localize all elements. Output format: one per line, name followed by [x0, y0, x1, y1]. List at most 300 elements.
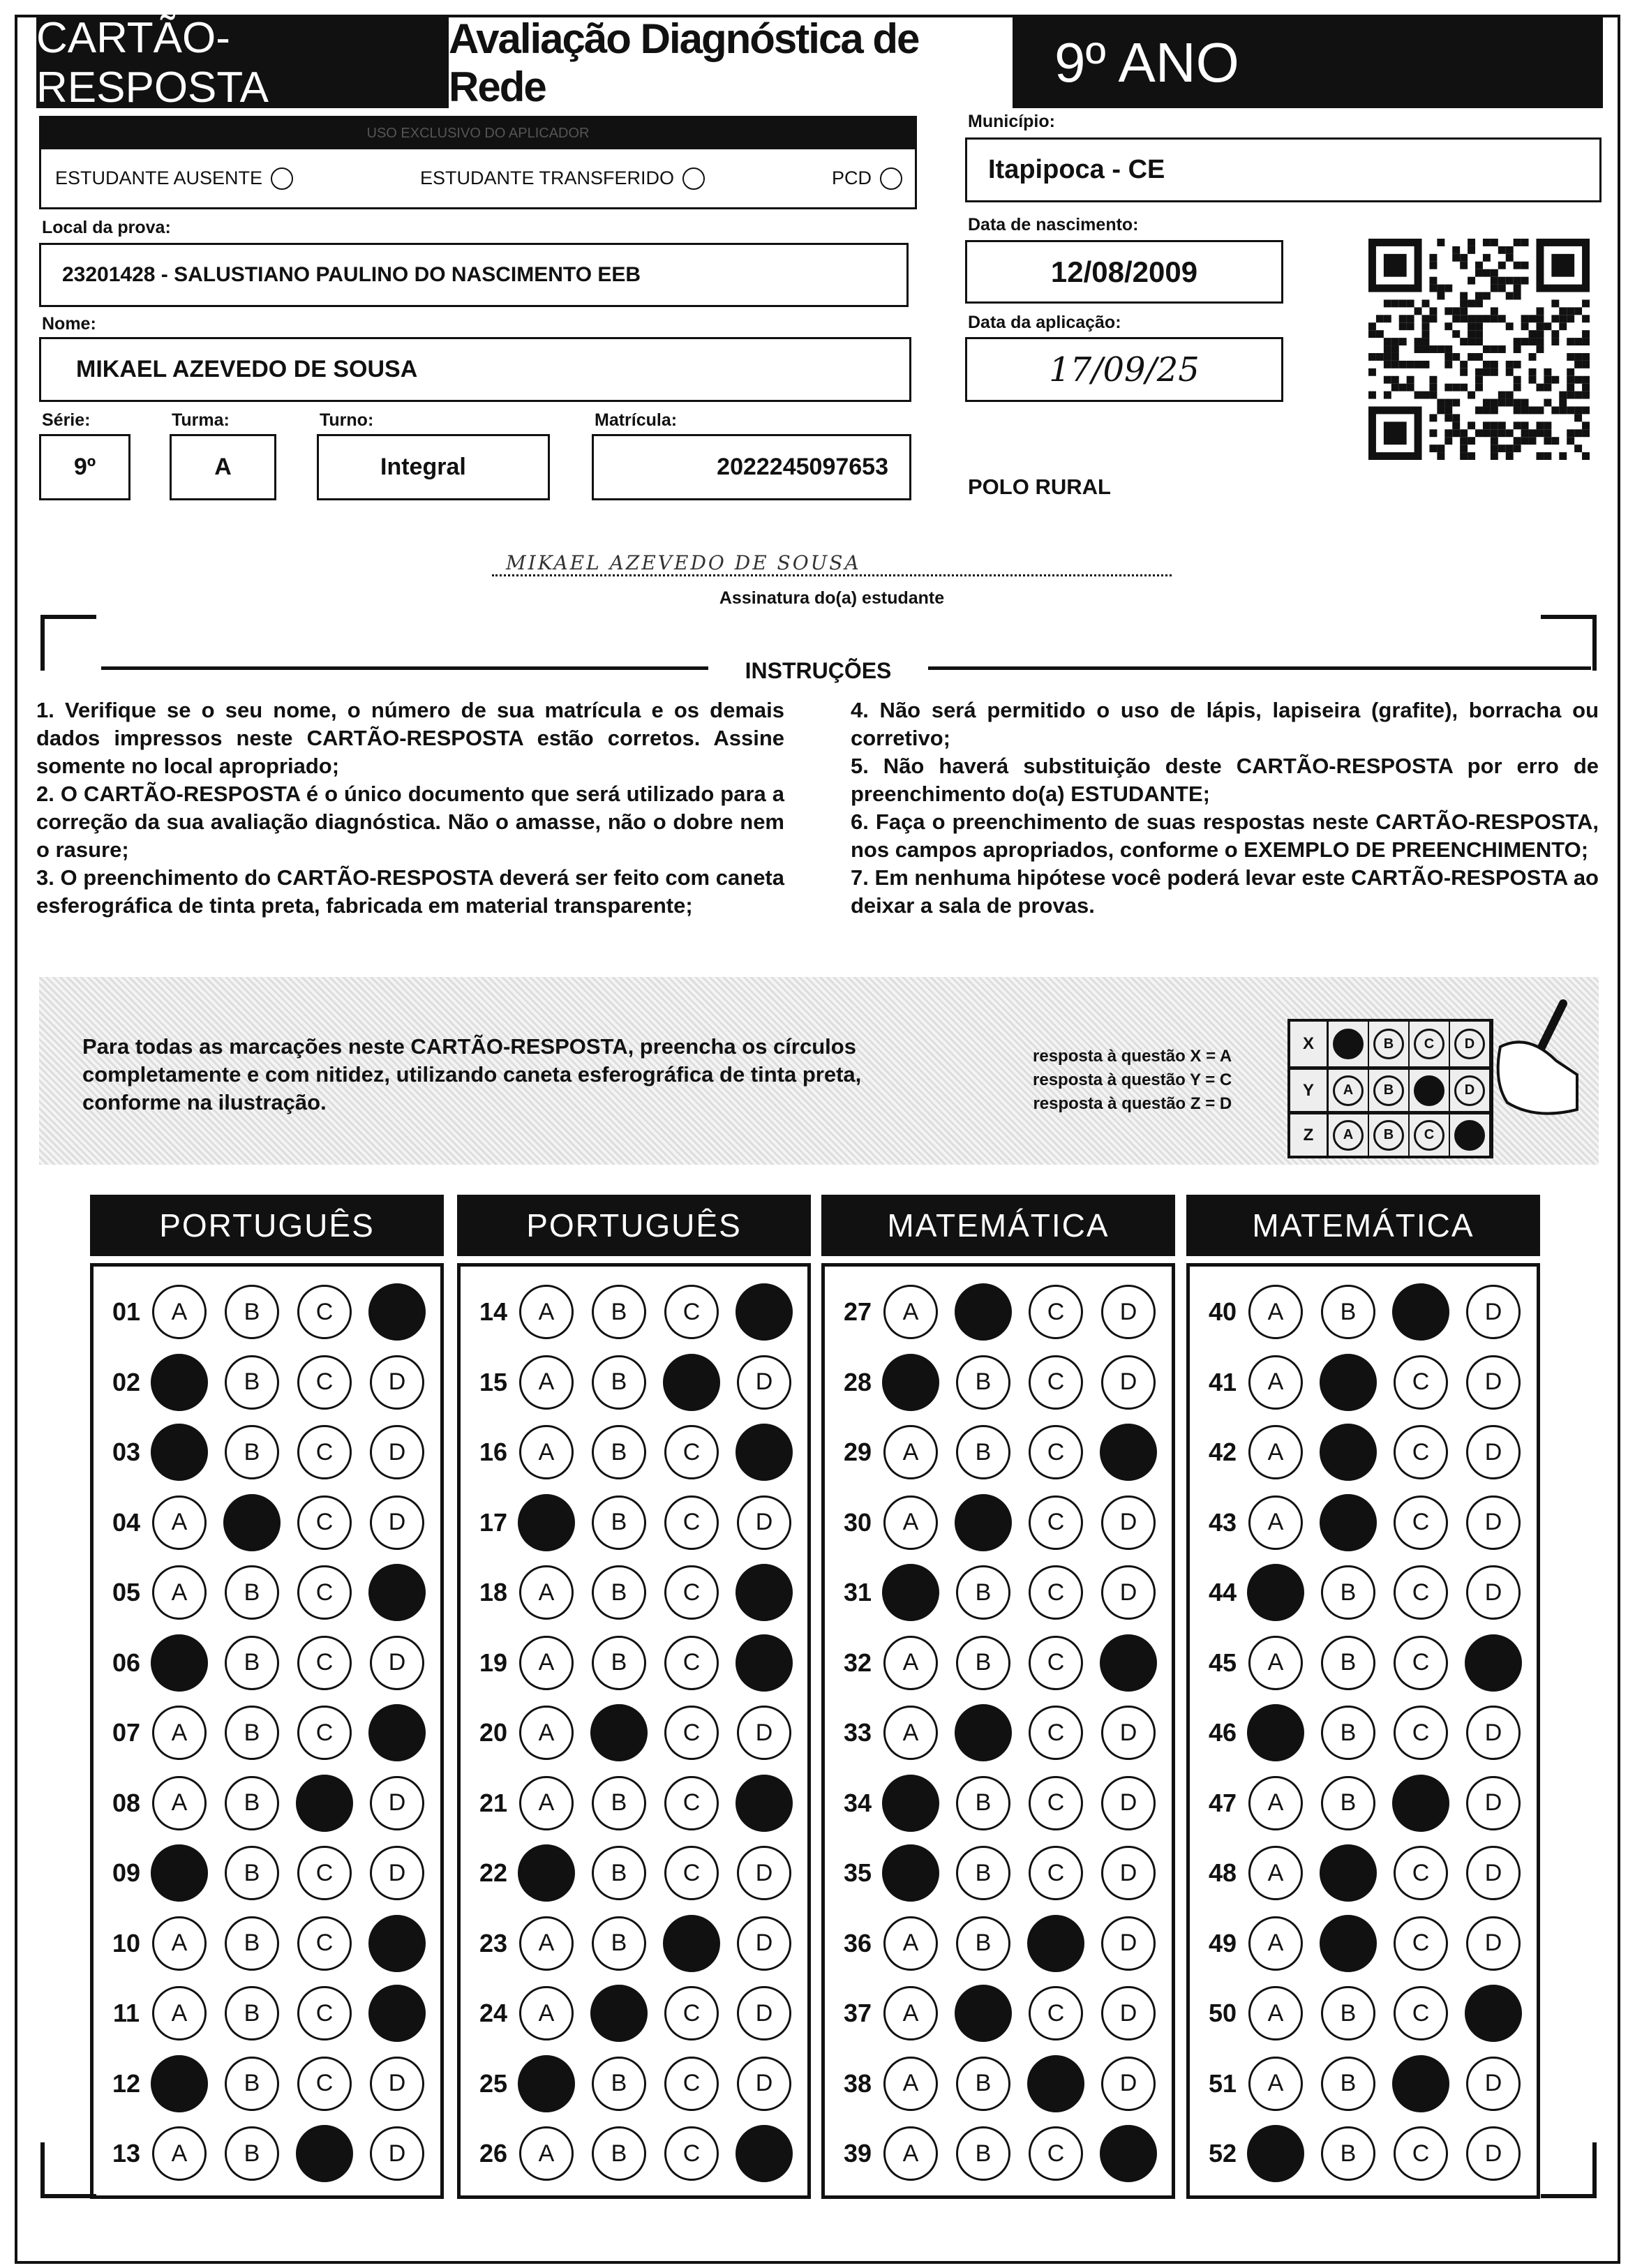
answer-bubble[interactable]: D [1466, 2126, 1521, 2181]
question-number: 46 [1208, 1718, 1237, 1747]
question-number: 39 [843, 2139, 872, 2168]
answer-bubble[interactable]: A [1248, 1285, 1303, 1339]
answer-bubble[interactable]: C [297, 1565, 352, 1620]
answer-bubble-filled[interactable] [1027, 2055, 1084, 2112]
answer-bubble[interactable]: A [519, 1706, 574, 1760]
answer-bubble[interactable]: B [592, 2126, 646, 2181]
question-number: 10 [112, 1928, 141, 1957]
answer-bubble[interactable]: A [1248, 1425, 1303, 1479]
answer-bubble[interactable]: B [592, 1425, 646, 1479]
answer-bubble[interactable]: A [519, 1916, 574, 1971]
answer-bubble[interactable]: B [1321, 1636, 1375, 1690]
answer-bubble-filled[interactable] [736, 1424, 793, 1481]
question-number: 23 [479, 1928, 508, 1957]
answer-bubble[interactable]: B [1321, 1776, 1375, 1830]
answer-bubble[interactable]: C [664, 1986, 719, 2041]
answer-bubble[interactable]: A [883, 1636, 938, 1690]
serie-field: 9º [39, 434, 130, 500]
answer-bubble-filled[interactable] [1465, 1985, 1522, 2042]
question-number: 16 [479, 1438, 508, 1466]
question-number: 49 [1208, 1928, 1237, 1957]
hand-pen-icon [1479, 998, 1584, 1137]
answer-bubble[interactable]: C [297, 1425, 352, 1479]
answer-bubble[interactable]: C [1394, 1355, 1448, 1410]
question-number: 47 [1208, 1788, 1237, 1817]
answer-bubble[interactable]: B [225, 1846, 279, 1900]
question-number: 45 [1208, 1648, 1237, 1677]
answer-bubble[interactable]: B [592, 1636, 646, 1690]
question-number: 33 [843, 1718, 872, 1747]
answer-bubble[interactable]: C [1394, 1706, 1448, 1760]
answer-bubble-filled[interactable] [955, 1704, 1012, 1761]
answer-bubble-filled[interactable] [1100, 1634, 1157, 1692]
answer-bubble-filled[interactable] [1247, 1704, 1304, 1761]
question-number: 02 [112, 1367, 141, 1396]
nome-field: MIKAEL AZEVEDO DE SOUSA [39, 337, 911, 402]
answer-bubble[interactable]: A [883, 1425, 938, 1479]
answer-bubble[interactable]: D [1466, 1355, 1521, 1410]
answer-bubble-filled[interactable] [151, 2055, 208, 2112]
municipio-label: Município: [968, 112, 1055, 131]
answer-bubble[interactable]: C [664, 1636, 719, 1690]
answer-bubble[interactable]: D [1466, 2057, 1521, 2111]
answer-bubble-filled[interactable] [955, 1494, 1012, 1551]
answer-bubble[interactable]: C [297, 1285, 352, 1339]
answer-bubble-filled[interactable] [882, 1354, 939, 1411]
answer-bubble-filled[interactable] [151, 1634, 208, 1692]
answer-bubble[interactable]: B [1321, 2057, 1375, 2111]
answer-bubble[interactable]: C [664, 1285, 719, 1339]
answer-bubble[interactable]: B [956, 1636, 1010, 1690]
answer-bubble[interactable]: C [297, 1355, 352, 1410]
question-number: 06 [112, 1648, 141, 1677]
answer-bubble[interactable]: D [370, 1355, 424, 1410]
answer-bubble[interactable]: B [225, 2126, 279, 2181]
question-number: 38 [843, 2068, 872, 2098]
answer-bubble[interactable]: C [1394, 1916, 1448, 1971]
question-number: 35 [843, 1858, 872, 1887]
question-number: 42 [1208, 1438, 1237, 1466]
answer-bubble[interactable]: A [519, 1565, 574, 1620]
signature-caption: Assinatura do(a) estudante [719, 588, 945, 608]
answer-bubble[interactable]: D [1466, 1706, 1521, 1760]
answer-bubble[interactable]: D [1466, 1916, 1521, 1971]
example-bubble [1414, 1075, 1444, 1106]
answer-bubble-filled[interactable] [151, 1844, 208, 1902]
answer-bubble[interactable]: D [1466, 1565, 1521, 1620]
example-bubble: A [1333, 1075, 1364, 1106]
answer-bubble-filled[interactable] [882, 1564, 939, 1621]
nascimento-label: Data de nascimento: [968, 215, 1139, 234]
example-bubble: B [1373, 1075, 1404, 1106]
corner-mark [1541, 2142, 1597, 2198]
answer-bubble[interactable]: D [370, 1495, 424, 1550]
answer-bubble[interactable]: C [1029, 1285, 1083, 1339]
answer-bubble[interactable]: A [1248, 1776, 1303, 1830]
answer-bubble[interactable]: A [883, 2057, 938, 2111]
question-number: 43 [1208, 1507, 1237, 1537]
answer-bubble-filled[interactable] [223, 1494, 281, 1551]
answer-bubble-filled[interactable] [590, 1704, 648, 1761]
answer-bubble[interactable]: C [1029, 2126, 1083, 2181]
answer-bubble[interactable]: C [664, 1495, 719, 1550]
turma-field: A [170, 434, 276, 500]
answer-bubble[interactable]: C [1394, 1565, 1448, 1620]
answer-bubble-filled[interactable] [1320, 1915, 1377, 1972]
answer-bubble[interactable]: D [737, 1846, 791, 1900]
answer-bubble[interactable]: A [1248, 2057, 1303, 2111]
answer-bubble[interactable]: D [370, 1425, 424, 1479]
answer-bubble[interactable]: B [592, 1495, 646, 1550]
answer-bubble[interactable]: A [1248, 1355, 1303, 1410]
card-title: CARTÃO-RESPOSTA [36, 17, 449, 108]
answer-bubble[interactable]: B [225, 1776, 279, 1830]
answer-bubble-filled[interactable] [663, 1915, 720, 1972]
serie-label: Série: [42, 410, 91, 430]
answer-bubble[interactable]: C [297, 1636, 352, 1690]
answer-bubble-filled[interactable] [1247, 2125, 1304, 2182]
answer-bubble-filled[interactable] [1392, 2055, 1449, 2112]
answer-bubble-filled[interactable] [1320, 1354, 1377, 1411]
aplicacao-field: 17/09/25 [965, 337, 1283, 402]
answer-bubble[interactable]: D [1101, 1706, 1156, 1760]
answer-bubble[interactable]: C [1394, 1846, 1448, 1900]
answer-bubble-filled[interactable] [1100, 2125, 1157, 2182]
answer-bubble[interactable]: C [664, 2057, 719, 2111]
aplicacao-label: Data da aplicação: [968, 313, 1121, 332]
answer-bubble[interactable]: A [519, 1986, 574, 2041]
answer-bubble-filled[interactable] [882, 1844, 939, 1902]
question-number: 29 [843, 1438, 872, 1466]
answer-bubble[interactable]: C [297, 1986, 352, 2041]
answer-bubble[interactable]: A [1248, 1636, 1303, 1690]
answer-bubble[interactable]: B [956, 1565, 1010, 1620]
answer-bubble-filled[interactable] [368, 1915, 426, 1972]
answer-bubble[interactable]: C [297, 1916, 352, 1971]
example-bubble [1333, 1029, 1364, 1059]
answer-bubble[interactable]: C [1029, 1986, 1083, 2041]
answer-bubble[interactable]: D [1466, 1495, 1521, 1550]
answer-bubble[interactable]: A [519, 2126, 574, 2181]
answer-bubble-filled[interactable] [736, 1775, 793, 1832]
answer-bubble-filled[interactable] [663, 1354, 720, 1411]
answer-bubble[interactable]: C [664, 2126, 719, 2181]
answer-bubble[interactable]: B [956, 2126, 1010, 2181]
answer-bubble-filled[interactable] [736, 2125, 793, 2182]
polo-label: POLO RURAL [968, 475, 1111, 499]
answer-bubble-filled[interactable] [1027, 1915, 1084, 1972]
answer-bubble[interactable]: B [592, 1846, 646, 1900]
transferred-bubble[interactable] [682, 167, 705, 190]
question-number: 36 [843, 1928, 872, 1957]
answer-bubble-filled[interactable] [590, 1985, 648, 2042]
answer-bubble[interactable]: C [1029, 1425, 1083, 1479]
answer-bubble-filled[interactable] [1392, 1775, 1449, 1832]
section-header: PORTUGUÊS [90, 1195, 444, 1256]
answer-bubble[interactable]: D [370, 1846, 424, 1900]
answer-bubble[interactable]: B [956, 1425, 1010, 1479]
divider [928, 666, 1591, 670]
example-bubble: D [1454, 1029, 1485, 1059]
answer-bubble[interactable]: C [1029, 1565, 1083, 1620]
answer-bubble-filled[interactable] [296, 2125, 353, 2182]
answer-bubble-filled[interactable] [1100, 1424, 1157, 1481]
municipio-field: Itapipoca - CE [965, 137, 1602, 202]
instructions-right: 4. Não será permitido o uso de lápis, lapiseira (grafite), borracha ou corretivo; 5. Não haverá substituição deste CARTÃO-RESPOSTA por erro de preenchimento do(a) ESTUDANTE; 6. Faça o preenchimento de suas respostas neste CARTÃO-RESPOSTA, nos campos apropriados, conforme o EXEMPLO DE PREENCHIMENTO; 7. Em nenhuma hipótese você poderá levar este CARTÃO-RESPOSTA ao deixar a sala de provas. [851, 698, 1599, 918]
answer-bubble[interactable]: C [1394, 1986, 1448, 2041]
question-number: 31 [843, 1578, 872, 1606]
corner-mark [1541, 615, 1597, 671]
answer-bubble[interactable]: D [737, 1986, 791, 2041]
answer-bubble[interactable]: B [225, 1565, 279, 1620]
answer-bubble[interactable]: C [1394, 2126, 1448, 2181]
answer-bubble[interactable]: A [883, 2126, 938, 2181]
answer-bubble[interactable]: D [370, 2126, 424, 2181]
answer-bubble[interactable]: A [152, 1776, 207, 1830]
answer-bubble[interactable]: A [519, 1285, 574, 1339]
answer-bubble[interactable]: D [1101, 2057, 1156, 2111]
question-number: 44 [1208, 1578, 1237, 1606]
answer-bubble[interactable]: D [1101, 1916, 1156, 1971]
answer-bubble-filled[interactable] [296, 1775, 353, 1832]
answer-bubble[interactable]: C [297, 1706, 352, 1760]
answer-bubble-filled[interactable] [736, 1564, 793, 1621]
example-bubble: B [1373, 1120, 1404, 1151]
question-number: 22 [479, 1858, 508, 1887]
answer-bubble[interactable]: A [152, 1986, 207, 2041]
answer-bubble[interactable]: A [1248, 1916, 1303, 1971]
example-row [1290, 1066, 1491, 1111]
answer-bubble-filled[interactable] [368, 1564, 426, 1621]
instructions-title: INSTRUÇÕES [745, 658, 892, 683]
answer-bubble-filled[interactable] [151, 1354, 208, 1411]
answer-bubble[interactable]: B [956, 1776, 1010, 1830]
absent-option[interactable]: ESTUDANTE AUSENTE [55, 167, 293, 191]
example-bubble: C [1414, 1120, 1444, 1151]
answer-bubble[interactable]: A [883, 1916, 938, 1971]
answer-bubble[interactable]: C [1029, 1636, 1083, 1690]
answer-bubble[interactable]: A [883, 1285, 938, 1339]
answer-bubble[interactable]: D [1101, 1846, 1156, 1900]
answer-bubble[interactable]: C [664, 1425, 719, 1479]
answer-bubble-filled[interactable] [955, 1283, 1012, 1341]
answer-bubble[interactable]: D [1101, 1986, 1156, 2041]
matricula-label: Matrícula: [595, 410, 678, 430]
answer-bubble[interactable]: C [297, 2057, 352, 2111]
answer-bubble[interactable]: C [1029, 1846, 1083, 1900]
answer-bubble[interactable]: C [664, 1846, 719, 1900]
answer-bubble[interactable]: B [956, 2057, 1010, 2111]
answer-bubble[interactable]: A [883, 1495, 938, 1550]
answer-bubble[interactable]: D [1466, 1425, 1521, 1479]
instructions-left: 1. Verifique se o seu nome, o número de sua matrícula e os demais dados impressos neste CARTÃO-RESPOSTA estão corretos. Assine somente no local apropriado; 2. O CARTÃO-RESPOSTA é o único documento que será utilizado para a correção da sua avaliação diagnóstica. Não o amasse, não o dobre nem o rasure; 3. O preenchimento do CARTÃO-RESPOSTA deverá ser feito com caneta esferográfica de tinta preta, fabricada em material transparente; [36, 698, 784, 918]
answer-bubble[interactable]: A [519, 1425, 574, 1479]
question-number: 51 [1208, 2068, 1237, 2098]
answer-bubble[interactable]: A [519, 1776, 574, 1830]
answer-bubble[interactable]: A [883, 1706, 938, 1760]
question-number: 17 [479, 1507, 508, 1537]
answer-bubble[interactable]: C [1394, 1495, 1448, 1550]
answer-bubble[interactable]: C [1029, 1706, 1083, 1760]
answer-bubble[interactable]: C [664, 1565, 719, 1620]
answer-bubble-filled[interactable] [368, 1985, 426, 2042]
answer-bubble[interactable]: B [956, 1916, 1010, 1971]
question-number: 18 [479, 1578, 508, 1606]
answer-bubble[interactable]: A [1248, 1495, 1303, 1550]
answer-bubble[interactable]: C [664, 1776, 719, 1830]
answer-bubble[interactable]: A [1248, 1986, 1303, 2041]
answer-bubble[interactable]: A [883, 1986, 938, 2041]
transferred-option[interactable]: ESTUDANTE TRANSFERIDO [420, 167, 705, 191]
answer-bubble-filled[interactable] [1392, 1283, 1449, 1341]
answer-bubble-filled[interactable] [518, 1844, 575, 1902]
answer-bubble[interactable]: B [1321, 2126, 1375, 2181]
answer-bubble[interactable]: B [225, 1355, 279, 1410]
answer-bubble[interactable]: A [152, 1916, 207, 1971]
turno-label: Turno: [320, 410, 374, 430]
answer-bubble[interactable]: C [1029, 1355, 1083, 1410]
answer-bubble[interactable]: B [956, 1846, 1010, 1900]
question-number: 05 [112, 1578, 141, 1606]
question-number: 32 [843, 1648, 872, 1677]
answer-bubble-filled[interactable] [882, 1775, 939, 1832]
answer-bubble[interactable]: B [225, 1636, 279, 1690]
answer-bubble[interactable]: C [297, 1846, 352, 1900]
answer-bubble[interactable]: B [225, 1285, 279, 1339]
local-label: Local da prova: [42, 218, 171, 237]
answer-bubble[interactable]: D [370, 1776, 424, 1830]
answer-bubble-filled[interactable] [1320, 1424, 1377, 1481]
example-question-label: Z [1290, 1114, 1329, 1156]
absent-bubble[interactable] [271, 167, 293, 190]
answer-bubble-filled[interactable] [368, 1704, 426, 1761]
qr-code [1367, 239, 1591, 460]
answer-bubble[interactable]: A [152, 1285, 207, 1339]
answer-bubble[interactable]: B [225, 1916, 279, 1971]
exam-title: Avaliação Diagnóstica de Rede [449, 15, 919, 110]
corner-mark [40, 2142, 96, 2198]
divider [101, 666, 708, 670]
answer-bubble[interactable]: C [1394, 1425, 1448, 1479]
answer-bubble[interactable]: A [152, 1706, 207, 1760]
answer-bubble-filled[interactable] [1320, 1844, 1377, 1902]
answer-bubble[interactable]: A [519, 1636, 574, 1690]
corner-mark [40, 615, 96, 671]
applicator-strip: USO EXCLUSIVO DO APLICADOR [41, 118, 915, 149]
answer-bubble[interactable]: D [1101, 1495, 1156, 1550]
answer-bubble-filled[interactable] [1247, 1564, 1304, 1621]
answer-bubble[interactable]: B [592, 1776, 646, 1830]
question-number: 37 [843, 1999, 872, 2027]
answer-bubble[interactable]: A [152, 2126, 207, 2181]
pcd-option[interactable]: PCD [832, 167, 902, 191]
question-number: 13 [112, 2139, 141, 2168]
answer-bubble[interactable]: D [1101, 1776, 1156, 1830]
answer-bubble[interactable]: B [1321, 1285, 1375, 1339]
answer-bubble-filled[interactable] [518, 2055, 575, 2112]
nascimento-field: 12/08/2009 [965, 240, 1283, 304]
answer-bubble[interactable]: D [1101, 1565, 1156, 1620]
example-bubble: C [1414, 1029, 1444, 1059]
answer-bubble[interactable]: B [1321, 1986, 1375, 2041]
applicator-box [39, 116, 917, 209]
answer-bubble[interactable]: B [225, 1425, 279, 1479]
pcd-bubble[interactable] [880, 167, 902, 190]
answer-bubble[interactable]: B [592, 2057, 646, 2111]
matricula-field: 2022245097653 [592, 434, 911, 500]
answer-bubble[interactable]: D [1466, 1285, 1521, 1339]
answer-bubble[interactable]: B [225, 1986, 279, 2041]
answer-bubble[interactable]: B [956, 1355, 1010, 1410]
question-number: 09 [112, 1858, 141, 1887]
answer-bubble[interactable]: D [737, 1355, 791, 1410]
answer-bubble[interactable]: C [1029, 1776, 1083, 1830]
question-number: 41 [1208, 1367, 1237, 1396]
signature-line: MIKAEL AZEVEDO DE SOUSA [492, 551, 1172, 576]
answer-bubble[interactable]: B [592, 1355, 646, 1410]
example-legend: resposta à questão X = A resposta à questão Y = C resposta à questão Z = D [1033, 1047, 1232, 1113]
example-grid [1287, 1019, 1493, 1158]
answer-bubble-filled[interactable] [736, 1634, 793, 1692]
section-header: PORTUGUÊS [457, 1195, 811, 1256]
answer-bubble-filled[interactable] [518, 1494, 575, 1551]
answer-bubble[interactable]: B [592, 1285, 646, 1339]
section-header: MATEMÁTICA [1186, 1195, 1540, 1256]
question-number: 20 [479, 1718, 508, 1747]
answer-bubble[interactable]: A [152, 1495, 207, 1550]
answer-bubble[interactable]: C [297, 1495, 352, 1550]
answer-bubble[interactable]: D [737, 1916, 791, 1971]
answer-bubble[interactable]: D [370, 2057, 424, 2111]
answer-bubble[interactable]: B [1321, 1706, 1375, 1760]
example-text: Para todas as marcações neste CARTÃO-RESPOSTA, preencha os círculos completamente e com nitidez, utilizando caneta esferográfica de tinta preta, conforme na ilustração. [82, 1034, 862, 1114]
answer-bubble[interactable]: D [1466, 1776, 1521, 1830]
question-number: 25 [479, 2068, 508, 2098]
answer-bubble[interactable]: D [737, 1495, 791, 1550]
question-number: 14 [479, 1297, 508, 1326]
question-number: 07 [112, 1718, 141, 1747]
answer-bubble[interactable]: A [1248, 1846, 1303, 1900]
answer-bubble[interactable]: D [737, 1706, 791, 1760]
answer-bubble[interactable]: A [519, 1355, 574, 1410]
answer-bubble[interactable]: D [1466, 1846, 1521, 1900]
question-number: 24 [479, 1999, 508, 2027]
answer-bubble[interactable]: C [1029, 1495, 1083, 1550]
answer-bubble-filled[interactable] [1465, 1634, 1522, 1692]
question-number: 48 [1208, 1858, 1237, 1887]
answer-bubble[interactable]: B [1321, 1565, 1375, 1620]
answer-bubble[interactable]: D [370, 1636, 424, 1690]
answer-bubble[interactable]: C [1394, 1636, 1448, 1690]
answer-bubble[interactable]: D [1101, 1285, 1156, 1339]
answer-bubble-filled[interactable] [955, 1985, 1012, 2042]
answer-bubble-filled[interactable] [1320, 1494, 1377, 1551]
answer-bubble[interactable]: B [592, 1565, 646, 1620]
question-number: 12 [112, 2068, 141, 2098]
answer-bubble[interactable]: D [737, 2057, 791, 2111]
answer-bubble-filled[interactable] [151, 1424, 208, 1481]
answer-bubble[interactable]: B [225, 2057, 279, 2111]
answer-bubble[interactable]: B [592, 1916, 646, 1971]
answer-bubble[interactable]: C [664, 1706, 719, 1760]
question-number: 21 [479, 1788, 508, 1817]
answer-bubble[interactable]: D [1101, 1355, 1156, 1410]
answer-bubble[interactable]: A [152, 1565, 207, 1620]
example-row [1290, 1022, 1491, 1066]
answer-bubble-filled[interactable] [368, 1283, 426, 1341]
answer-bubble-filled[interactable] [736, 1283, 793, 1341]
answer-bubble[interactable]: B [225, 1706, 279, 1760]
